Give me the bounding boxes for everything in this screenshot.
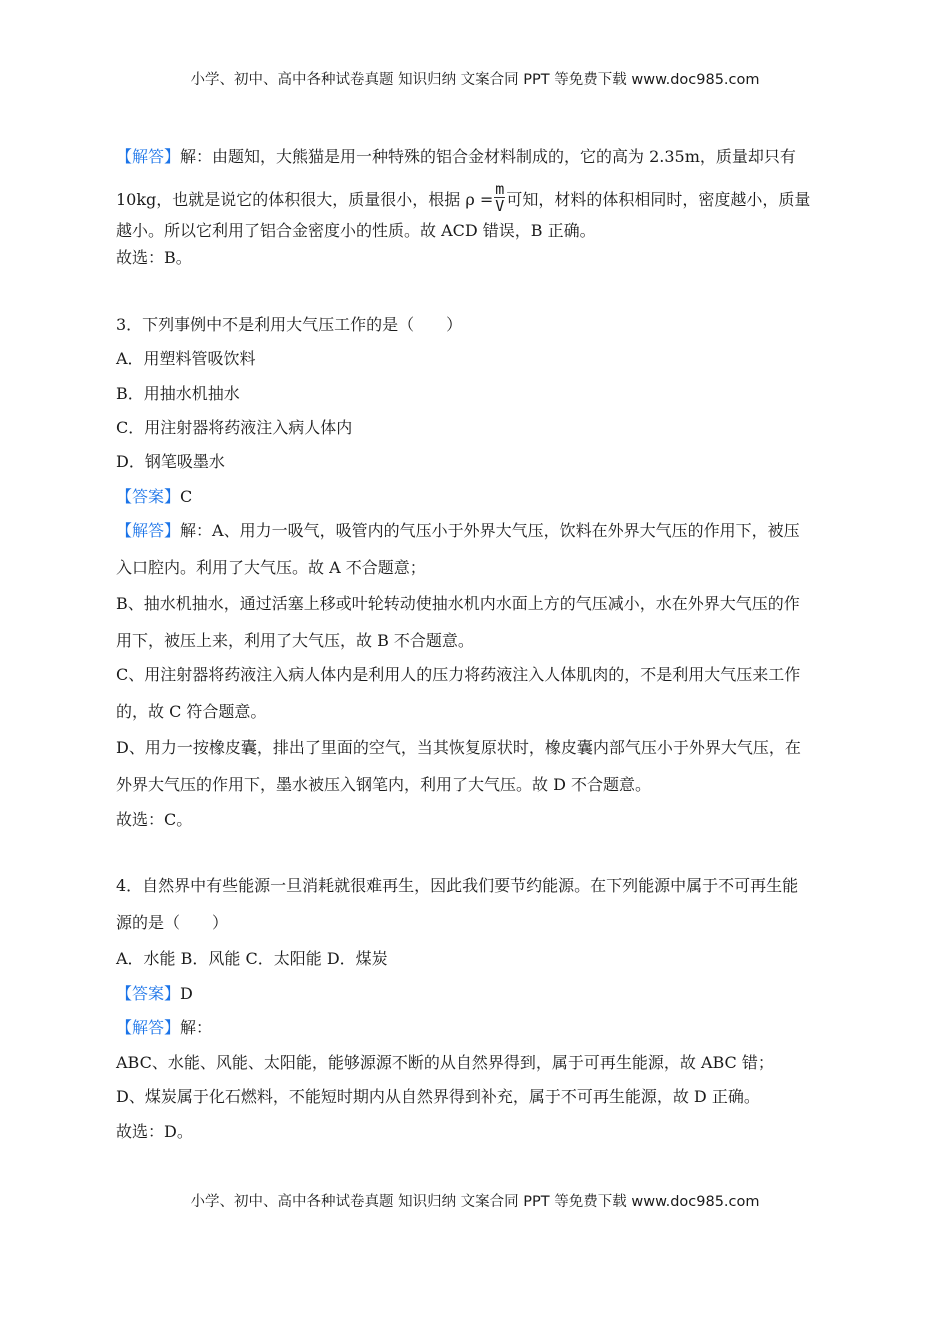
q3-analysis-d2: 外界大气压的作用下，墨水被压入钢笔内，利用了大气压。故 D 不合题意。 xyxy=(116,775,652,794)
fraction-denominator: V xyxy=(495,197,505,215)
q3-option-b: B．用抽水机抽水 xyxy=(116,384,240,403)
q3-analysis-c2: 的，故 C 符合题意。 xyxy=(116,702,267,721)
q3-analysis-b2: 用下，被压上来，利用了大气压，故 B 不合题意。 xyxy=(116,631,474,650)
density-fraction xyxy=(494,181,505,214)
q3-analysis-a2: 入口腔内。利用了大气压。故 A 不合题意； xyxy=(116,558,426,577)
answer-tag: 【答案】 xyxy=(116,487,181,506)
q4-stem-line2: 源的是（ ） xyxy=(116,913,229,932)
page-footer: 小学、初中、高中各种试卷真题 知识归纳 文案合同 PPT 等免费下载 www.doc985.com xyxy=(190,1194,760,1210)
answer-tag: 【答案】 xyxy=(116,984,181,1003)
fraction-numerator: m xyxy=(495,180,505,198)
page-header: 小学、初中、高中各种试卷真题 知识归纳 文案合同 PPT 等免费下载 www.doc985.com xyxy=(190,72,760,88)
q2-analysis-line1: 【解答】解：由题知，大熊猫是用一种特殊的铝合金材料制成的，它的高为 2.35m，质量却只有 xyxy=(116,147,796,166)
q4-answer: 【答案】D xyxy=(116,984,193,1003)
analysis-tag: 【解答】 xyxy=(116,521,181,540)
q4-analysis-line1: ABC、水能、风能、太阳能，能够源源不断的从自然界得到，属于可再生能源，故 ABC 错； xyxy=(116,1053,774,1072)
q3-answer: 【答案】C xyxy=(116,487,193,506)
q4-options: A．水能 B．风能 C．太阳能 D．煤炭 xyxy=(116,949,388,968)
q2-analysis-line3: 越小。所以它利用了铝合金密度小的性质。故 ACD 错误，B 正确。 xyxy=(116,221,596,240)
analysis-tag: 【解答】 xyxy=(116,147,181,166)
q3-analysis-a1: 【解答】解：A、用力一吸气，吸管内的气压小于外界大气压，饮料在外界大气压的作用下，被压 xyxy=(116,521,800,540)
q2-choice: 故选：B。 xyxy=(116,248,192,267)
q4-choice: 故选：D。 xyxy=(116,1122,193,1141)
q2-analysis-line2: 10kg，也就是说它的体积很大，质量很小，根据 ρ = $\frac{m}{V}$ 可知，材料的体积相同时，密度越小，质量 xyxy=(116,180,811,215)
q4-analysis-line2: D、煤炭属于化石燃料，不能短时期内从自然界得到补充，属于不可再生能源，故 D 正确。 xyxy=(116,1087,760,1106)
q3-option-d: D．钢笔吸墨水 xyxy=(116,452,225,471)
q3-stem: 3．下列事例中不是利用大气压工作的是（ ） xyxy=(116,315,463,334)
q4-stem-line1: 4．自然界中有些能源一旦消耗就很难再生，因此我们要节约能源。在下列能源中属于不可再生能 xyxy=(116,876,799,895)
q3-analysis-c1: C、用注射器将药液注入病人体内是利用人的压力将药液注入人体肌肉的，不是利用大气压来工作 xyxy=(116,665,801,684)
q3-analysis-d1: D、用力一按橡皮囊，排出了里面的空气，当其恢复原状时，橡皮囊内部气压小于外界大气压，在 xyxy=(116,738,801,757)
analysis-tag: 【解答】 xyxy=(116,1018,181,1037)
q3-option-c: C．用注射器将药液注入病人体内 xyxy=(116,418,353,437)
q4-analysis: 【解答】解： xyxy=(116,1018,213,1037)
q3-analysis-b1: B、抽水机抽水，通过活塞上移或叶轮转动使抽水机内水面上方的气压减小，水在外界大气压的作 xyxy=(116,594,800,613)
q3-choice: 故选：C。 xyxy=(116,810,193,829)
q3-option-a: A．用塑料管吸饮料 xyxy=(116,349,256,368)
